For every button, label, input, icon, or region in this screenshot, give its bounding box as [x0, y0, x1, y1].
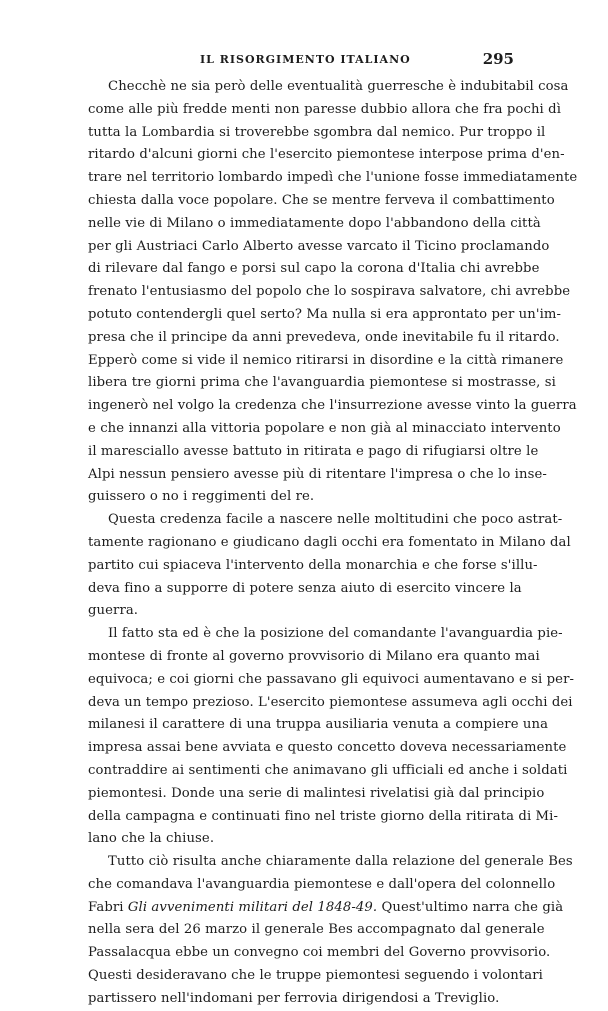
- text-line: guerra.: [88, 603, 139, 619]
- text-line: Questa credenza facile a nascere nelle moltitudini che poco astrat-: [108, 512, 563, 528]
- text-line: deva un tempo prezioso. L'esercito piemontese assumeva agli occhi dei: [88, 694, 573, 710]
- text-line: montese di fronte al governo provvisorio di Milano era quanto mai: [88, 648, 540, 664]
- paragraph-1: [88, 76, 578, 509]
- text-line: partito cui spiaceva l'intervento della monarchia e che forse s'illu-: [88, 557, 538, 573]
- page-header: [88, 50, 514, 72]
- page-number: 295: [482, 50, 514, 68]
- text-line: potuto contendergli quel serto? Ma nulla si era approntato per un'im-: [88, 306, 562, 322]
- text-line: partissero nell'indomani per ferrovia dirigendosi a Treviglio.: [88, 990, 500, 1006]
- text-line: frenato l'entusiasmo del popolo che lo sospirava salvatore, chi avrebbe: [88, 284, 571, 300]
- book-title: Gli avvenimenti militari del 1848-49.: [127, 899, 378, 915]
- text-line: lano che la chiuse.: [88, 831, 215, 847]
- paragraph-4: [88, 851, 573, 1011]
- text-fragment: Fabri: [88, 899, 128, 915]
- text-line: tamente ragionano e giudicano dagli occhi era fomentato in Milano dal: [88, 534, 571, 550]
- text-line: deva fino a supporre di potere senza aiuto di esercito vincere la: [88, 580, 522, 596]
- text-line: Tutto ciò risulta anche chiaramente dalla relazione del generale Bes: [108, 854, 573, 870]
- text-fragment: Quest'ultimo narra che già: [377, 899, 564, 915]
- text-line: Alpi nessun pensiero avesse più di ritentare l'impresa o che lo inse-: [88, 466, 547, 482]
- text-line: equivoca; e coi giorni che passavano gli equivoci aumentavano e si per-: [88, 671, 575, 687]
- text-line: impresa assai bene avviata e questo concetto doveva necessariamente: [88, 740, 567, 756]
- text-line: Questi desideravano che le truppe piemontesi seguendo i volontari: [88, 968, 543, 984]
- body-text: [88, 76, 578, 1011]
- text-line: Passalacqua ebbe un convegno coi membri del Governo provvisorio.: [88, 945, 551, 961]
- text-line: ingenerò nel volgo la credenza che l'insurrezione avesse vinto la guerra: [88, 398, 577, 414]
- text-line: presa che il principe da anni prevedeva, onde inevitabile fu il ritardo.: [88, 329, 560, 345]
- text-line-with-title: [88, 897, 564, 920]
- text-line: e che innanzi alla vittoria popolare e non già al minacciato intervento: [88, 420, 561, 436]
- text-line: per gli Austriaci Carlo Alberto avesse varcato il Ticino proclamando: [88, 238, 550, 254]
- text-line: Checchè ne sia però delle eventualità guerresche è indubitabil cosa: [108, 79, 569, 94]
- text-line: piemontesi. Donde una serie di malintesi rivelatisi già dal principio: [88, 785, 545, 801]
- text-line: Il fatto sta ed è che la posizione del comandante l'avanguardia pie-: [108, 626, 563, 642]
- paragraph-3: [88, 623, 575, 851]
- text-line: guissero o no i reggimenti del re.: [88, 489, 315, 505]
- text-line: della campagna e continuati fino nel triste giorno della ritirata di Mi-: [88, 808, 559, 824]
- text-line: milanesi il carattere di una truppa ausiliaria venuta a compiere una: [88, 717, 549, 733]
- paragraph-2: [88, 509, 571, 623]
- text-line: come alle più fredde menti non paresse dubbio allora che fra pochi dì: [88, 101, 562, 117]
- text-line: libera tre giorni prima che l'avanguardia piemontese si mostrasse, si: [88, 375, 556, 391]
- text-line: di rilevare dal fango e porsi sul capo la corona d'Italia chi avrebbe: [88, 261, 540, 277]
- text-line: il maresciallo avesse battuto in ritirata e pago di rifugiarsi oltre le: [88, 443, 539, 459]
- text-line: Epperò come si vide il nemico ritirarsi in disordine e la città rimanere: [88, 352, 564, 368]
- text-line: ritardo d'alcuni giorni che l'esercito piemontese interpose prima d'en-: [88, 147, 565, 163]
- text-line: nella sera del 26 marzo il generale Bes accompagnato dal generale: [88, 922, 545, 938]
- running-title: IL RISORGIMENTO ITALIANO: [200, 53, 411, 66]
- text-line: nelle vie di Milano o immediatamente dopo l'abbandono della città: [88, 215, 541, 231]
- text-line: tutta la Lombardia si troverebbe sgombra dal nemico. Pur troppo il: [88, 124, 546, 140]
- text-line: contraddire ai sentimenti che animavano gli ufficiali ed anche i soldati: [88, 762, 568, 778]
- text-line: che comandava l'avanguardia piemontese e dall'opera del colonnello: [88, 876, 556, 892]
- text-line: chiesta dalla voce popolare. Che se mentre ferveva il combattimento: [88, 192, 555, 208]
- text-line: trare nel territorio lombardo impedì che l'unione fosse immediatamente: [88, 170, 578, 186]
